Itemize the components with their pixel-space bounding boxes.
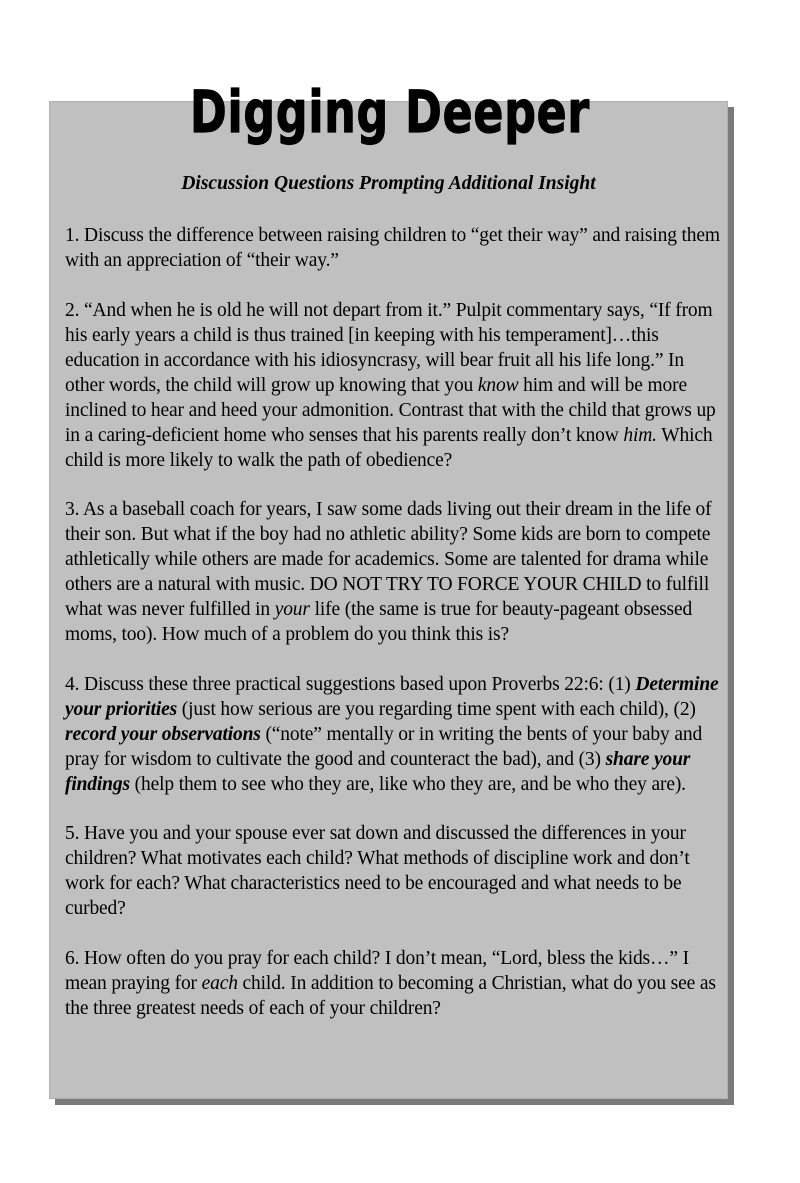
question-6 <box>65 946 720 1021</box>
suggestion-priorities: Determine your priorities <box>65 673 719 720</box>
page-title <box>170 60 610 170</box>
title-text: Digging Deeper <box>190 78 590 146</box>
question-4-text-3: (“note” mentally or in writing the bents of your baby and pray for wisdom to cultivate the good and counteract the bad), and (3) <box>65 723 703 770</box>
question-1-text: 1. Discuss the difference between raising children to “get their way” and raising them with an appreciation of “their way.” <box>65 225 720 271</box>
question-4 <box>65 672 720 797</box>
question-list <box>65 223 720 1021</box>
question-6-text-end: child. In addition to becoming a Christian, what do you see as the three greatest needs of each of your children? <box>65 972 716 1019</box>
emphasis-know: know <box>477 374 519 396</box>
question-3 <box>65 497 720 647</box>
emphasis-each: each <box>201 972 238 994</box>
question-2-text: 2. “And when he is old he will not depart from it.” Pulpit commentary says, “If from his early years a child is thus trained [in keeping with his temperament]…this education in accordance with his idiosyncrasy, will bear fruit all his life long.” In other words, the child will grow up knowing that you <box>65 299 713 396</box>
emphasis-your: your <box>274 599 310 620</box>
suggestion-findings: share your findings <box>65 748 691 795</box>
suggestion-observations: record your observations <box>65 723 261 745</box>
question-2-text-cont: him and will be more inclined to hear and heed your admonition. Contrast that with the child that grows up in a caring-deficient home who senses that his parents really don’t know <box>65 374 716 446</box>
question-3-text: 3. As a baseball coach for years, I saw some dads living out their dream in the life of their son. But what if the boy had no athletic ability? Some kids are born to compete athletically while others are made for academics. Some are talented for drama while others are a natural with music. DO NOT TRY TO FORCE YOUR CHILD to fulfill what was never fulfilled in <box>65 499 712 620</box>
title-lettering <box>170 60 610 170</box>
question-5-text: 5. Have you and your spouse ever sat down and discussed the differences in your children? What motivates each child? What methods of discipline work and don’t work for each? What characteristics need to be encouraged and what needs to be curbed? <box>65 823 690 919</box>
question-3-text-end: life (the same is true for beauty-pageant obsessed moms, too). How much of a problem do you think this is? <box>65 599 693 645</box>
question-2 <box>65 298 720 473</box>
question-1 <box>65 223 720 273</box>
question-6-text: 6. How often do you pray for each child? I don’t mean, “Lord, bless the kids…” I mean praying for <box>65 947 689 994</box>
page-subtitle: Discussion Questions Prompting Additional Insight <box>181 173 596 194</box>
emphasis-him: him. <box>623 424 657 446</box>
question-5 <box>65 821 720 921</box>
question-4-text-2: (just how serious are you regarding time spent with each child), (2) <box>177 698 696 720</box>
question-2-text-end: Which child is more likely to walk the path of obedience? <box>65 424 713 471</box>
question-4-text-end: (help them to see who they are, like who they are, and be who they are). <box>129 773 686 795</box>
question-4-text: 4. Discuss these three practical suggestions based upon Proverbs 22:6: (1) <box>65 673 636 695</box>
